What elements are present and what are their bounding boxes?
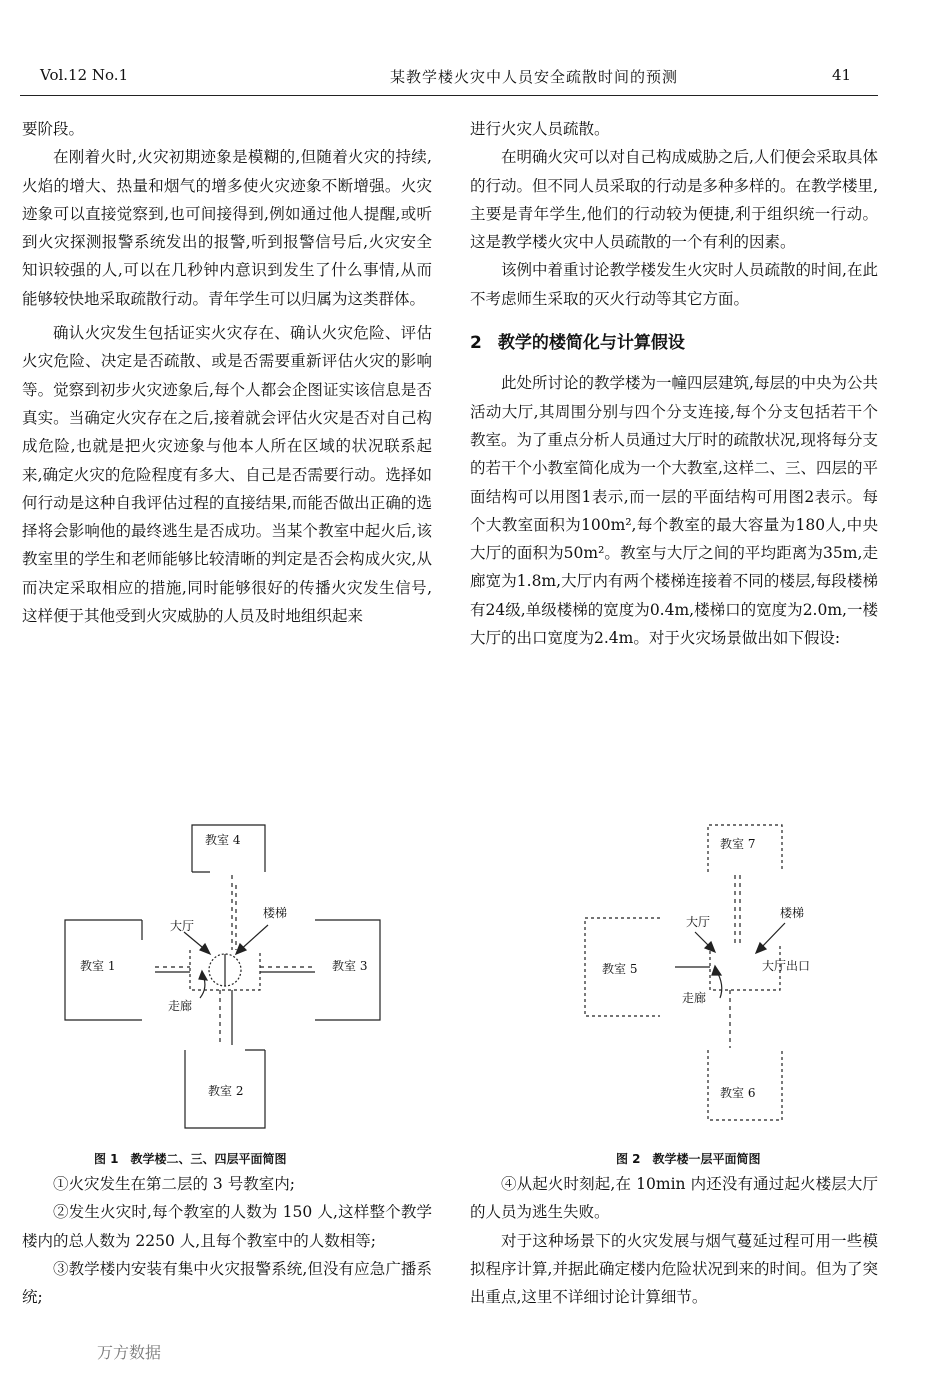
fig2-label-stairs: 楼梯 xyxy=(780,906,805,920)
assumptions-left xyxy=(22,1170,432,1311)
paragraph: 在刚着火时,火灾初期迹象是模糊的,但随着火灾的持续,火焰的增大、热量和烟气的增多使火灾迹象不断增强。火灾迹象可以直接觉察到,也可间接得到,例如通过他人提醒,或听到火灾探测报警系统发出的报警,听到报警信号后,火灾安全知识较强的人,可以在几秒钟内意识到发生了什么事情,从而能够较快地采取疏散行动。青年学生可以归属为这类群体。 xyxy=(22,148,432,308)
right-column xyxy=(470,115,878,652)
assumption-item: ②发生火灾时,每个教室的人数为 150 人,这样整个教学楼内的总人数为 2250 人,且每个教室中的人数相等; xyxy=(22,1203,432,1250)
fig1-label-room3: 教室 3 xyxy=(332,959,368,973)
assumptions-right xyxy=(470,1170,878,1311)
fig1-label-room1: 教室 1 xyxy=(80,959,116,973)
page-number: 41 xyxy=(832,66,852,84)
fig2-label-hall: 大厅 xyxy=(686,915,711,929)
fig2-label-room5: 教室 5 xyxy=(602,962,638,976)
fig2-label-room7: 教室 7 xyxy=(720,837,756,851)
section-heading xyxy=(470,329,878,357)
assumption-item: ③教学楼内安装有集中火灾报警系统,但没有应急广播系统; xyxy=(22,1259,432,1307)
paragraph: 确认火灾发生包括证实火灾存在、确认火灾危险、评估火灾危险、决定是否疏散、或是否需要重新评估火灾的影响等。觉察到初步火灾迹象后,每个人都会企图证实该信息是否真实。当确定火灾存在之后,接着就会评估火灾是否对自己构成危险,也就是把火灾迹象与他本人所在区域的状况联系起来,确定火灾的危险程度有多大、自己是否需要行动。选择如何行动是这种自我评估过程的直接结果,而能否做出正确的选择将会影响他的最终逃生是否成功。当某个教室中起火后,该教室里的学生和老师能够比较清晰的判定是否会构成火灾,从而决定采取相应的措施,同时能够很好的传播火灾发生信号,这样便于其他受到火灾威胁的人员及时地组织起来 xyxy=(22,324,432,626)
paragraph: 要阶段。 xyxy=(22,120,85,138)
paragraph: 此处所讨论的教学楼为一幢四层建筑,每层的中央为公共活动大厅,其周围分别与四个分支连接,每个分支包括若干个教室。为了重点分析人员通过大厅时的疏散状况,现将每分支的若干个小教室简化成为一个大教室,这样二、三、四层的平面结构可以用图1表示,而一层的平面结构可用图2表示。每个大教室面积为100m²,每个教室的最大容量为180人,中央大厅的面积为50m²。教室与大厅之间的平均距离为35m,走廊宽为1.8m,大厅内有两个楼梯连接着不同的楼层,每段楼梯有24级,单级楼梯的宽度为0.4m,楼梯口的宽度为2.0m,一楼大厅的出口宽度为2.4m。对于火灾场景做出如下假设: xyxy=(470,374,878,648)
paragraph: 进行火灾人员疏散。 xyxy=(470,120,610,138)
figure-2-drawing xyxy=(570,820,870,1140)
fig2-label-exit: 大厅出口 xyxy=(762,959,811,973)
fig1-label-room4: 教室 4 xyxy=(205,833,241,847)
fig2-label-corridor: 走廊 xyxy=(682,991,707,1005)
fig1-label-hall: 大厅 xyxy=(170,919,195,933)
figure-1-drawing xyxy=(60,820,440,1140)
fig1-label-room2: 教室 2 xyxy=(208,1084,244,1098)
journal-volume: Vol.12 No.1 xyxy=(40,66,129,84)
figure-2-caption: 图 2 教学楼一层平面简图 xyxy=(616,1152,761,1166)
assumption-item: ④从起火时刻起,在 10min 内还没有通过起火楼层大厅的人员为逃生失败。 xyxy=(470,1175,878,1222)
paragraph: 在明确火灾可以对自己构成威胁之后,人们便会采取具体的行动。但不同人员采取的行动是多种多样的。在教学楼里,主要是青年学生,他们的行动较为便捷,利于组织统一行动。这是教学楼火灾中人员疏散的一个有利的因素。 xyxy=(470,148,878,252)
article-title: 某教学楼火灾中人员安全疏散时间的预测 xyxy=(390,68,679,86)
fig2-label-room6: 教室 6 xyxy=(720,1086,756,1100)
header-rule xyxy=(20,95,878,96)
figure-2 xyxy=(570,820,870,1140)
paragraph: 该例中着重讨论教学楼发生火灾时人员疏散的时间,在此不考虑师生采取的灭火行动等其它方面。 xyxy=(470,261,878,308)
figure-1 xyxy=(60,820,440,1140)
paragraph: 对于这种场景下的火灾发展与烟气蔓延过程可用一些模拟程序计算,并据此确定楼内危险状况到来的时间。但为了突出重点,这里不详细讨论计算细节。 xyxy=(470,1231,878,1307)
fig1-label-corridor: 走廊 xyxy=(168,999,193,1013)
left-column xyxy=(22,115,432,630)
assumption-item: ①火灾发生在第二层的 3 号教室内; xyxy=(53,1175,295,1193)
figure-1-caption: 图 1 教学楼二、三、四层平面简图 xyxy=(94,1152,287,1166)
watermark: 万方数据 xyxy=(97,1343,162,1362)
section-number: 2 xyxy=(470,333,482,354)
section-title: 教学的楼简化与计算假设 xyxy=(497,333,685,354)
fig1-label-stairs: 楼梯 xyxy=(263,906,288,920)
